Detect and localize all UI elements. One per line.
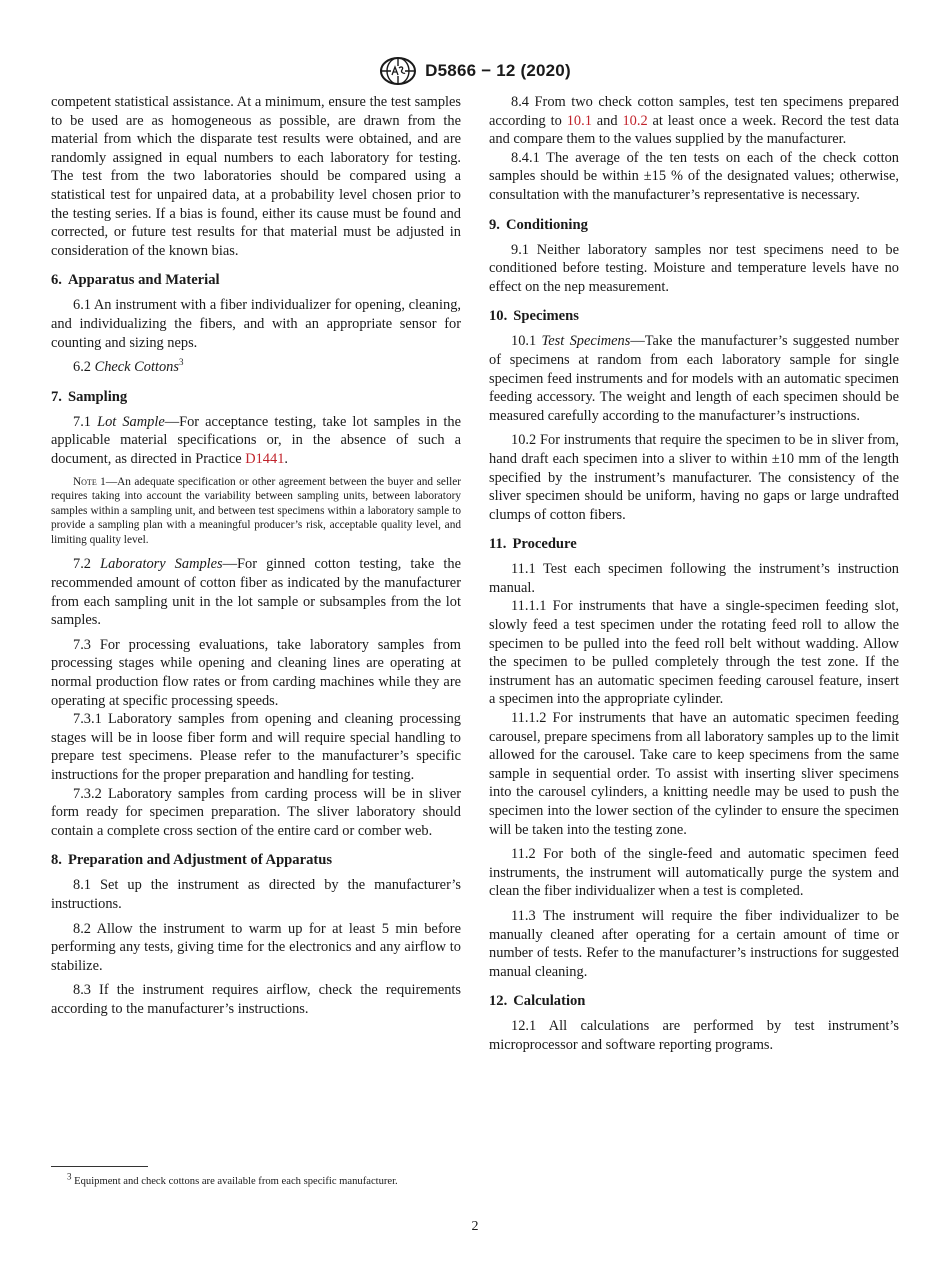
section-10-heading: 10. Specimens (489, 308, 579, 325)
paragraph-10-2: 10.2 For instruments that require the specimen to be in sliver from, hand draft each specimen into a sliver to within ±10 mm of the length specified by the instrument’s manufacturer. The consistency of the sliver specimen should be uniform, having no gaps or large undrafted clumps of cotton fibers. (489, 432, 899, 523)
astm-logo-icon (379, 56, 417, 86)
paragraph-11-2: 11.2 For both of the single-feed and automatic specimen feed instruments, the instrument will automatically purge the system and clean the fiber individualizer when a test is completed. (489, 846, 899, 900)
paragraph-8-2: 8.2 Allow the instrument to warm up for at least 5 min before performing any tests, giving time for the electronics and any airflow to stabilize. (51, 920, 461, 974)
paragraph-10-1: 10.1 Test Specimens—Take the manufacturer’s suggested number of specimens at random from each laboratory sample for single specimen feed instruments and for models with an automatic specimen feeding accessory. The weight and length of each specimen should be measured carefully according to the manufacturer’s instructions. (489, 333, 899, 424)
note-1: Note 1—An adequate specification or other agreement between the buyer and seller requires taking into account the variability between sampling units, between laboratory samples within a sampling unit, and between test specimens within a laboratory sample to provide a sampling plan with a meaningful producer’s risk, acceptable quality level, and limiting quality level. (51, 475, 462, 546)
paragraph-6-1: 6.1 An instrument with a fiber individualizer for opening, cleaning, and individualizing the fibers, and with an appropriate sensor for counting and sizing neps. (51, 297, 461, 351)
paragraph-11-3: 11.3 The instrument will require the fiber individualizer to be manually cleaned after operating for a certain amount of time or number of tests. Refer to the manufacturer’s instructions for suggested manual cleaning. (489, 907, 899, 980)
paragraph-11-1: 11.1 Test each specimen following the instrument’s instruction manual. (489, 561, 899, 596)
right-column (489, 93, 899, 1055)
paragraph-8-4-1: 8.4.1 The average of the ten tests on each of the check cotton samples should be within ±15 % of the designated values; otherwise, consultation with the manufacturer’s representative is necessary. (489, 149, 899, 203)
paragraph-9-1: 9.1 Neither laboratory samples nor test specimens need to be conditioned before testing. Moisture and temperature levels have no effect on the nep measurement. (489, 241, 899, 295)
paragraph-7-3-2: 7.3.2 Laboratory samples from carding process will be in sliver form ready for specimen preparation. The sliver laboratory should contain a complete cross section of the entire card or comber web. (51, 785, 461, 839)
paragraph-7-2: 7.2 Laboratory Samples—For ginned cotton testing, take the recommended amount of cotton fiber as indicated by the manufacturer from each sampling unit in the lot sample or subsamples from the lot samples. (51, 556, 461, 629)
paragraph-7-3-1: 7.3.1 Laboratory samples from opening and cleaning processing stages will be in loose fiber form and will require special handling to prepare test specimens. Please refer to the manufacturer’s specific instructions for the proper preparation and handling for testing. (51, 711, 461, 783)
paragraph-11-1-2: 11.1.2 For instruments that have an automatic specimen feeding carousel, prepare specimens from all laboratory samples up to the limit allowed for the carousel. Take care to keep specimens from the same sample in sequential order. To assist with inserting sliver specimens into the carousel cylinders, a knitting needle may be used to push the specimen into the lower section of the cylinder to ensure the specimen will be taken into the testing zone. (489, 710, 899, 838)
paragraph-12-1: 12.1 All calculations are performed by test instrument’s microprocessor and software reporting programs. (489, 1018, 899, 1053)
footnote-divider (51, 1166, 148, 1167)
paragraph-6-2: 6.2 Check Cottons$^3$ (73, 357, 184, 376)
reference-link-10-2[interactable]: 10.2 (622, 112, 648, 129)
page-header (0, 56, 950, 86)
section-8-heading: 8. Preparation and Adjustment of Apparatus (51, 852, 333, 869)
paragraph-7-3: 7.3 For processing evaluations, take laboratory samples from processing stages while opening and cleaning lines are operating at normal production flow rates or from carding machines while they are operating at specific processing speeds. (51, 636, 461, 709)
section-11-heading: 11. Procedure (489, 536, 577, 553)
page-number: 2 (471, 1219, 479, 1234)
paragraph-8-3: 8.3 If the instrument requires airflow, check the requirements according to the manufacturer’s instructions. (51, 982, 461, 1017)
paragraph-8-4: 8.4 From two check cotton samples, test ten specimens prepared according to 10.1 and 10.2 at least once a week. Record the test data and compare them to the values supplied by the manufacturer. (489, 94, 899, 148)
section-9-heading: 9. Conditioning (489, 216, 588, 233)
document-designation: D5866 − 12 (2020) (425, 61, 571, 80)
left-column (51, 93, 461, 1019)
paragraph-11-1-1: 11.1.1 For instruments that have a single-specimen feeding slot, slowly feed a test specimen under the rotating feed roll to allow the specimen to be pulled into the feed roll belt without wadding. Allow the specimen to be pulled completely through the test zone. If the instrument has an automatic specimen feeding carousel feature, insert a specimen into the appropriate cylinder. (489, 598, 899, 708)
footnote-3: $^3$ Equipment and check cottons are available from each specific manufacturer. (67, 1171, 398, 1187)
paragraph-7-1: 7.1 Lot Sample—For acceptance testing, take lot samples in the applicable material specifications or, in the absence of such a document, as directed in Practice D1441. (51, 413, 461, 467)
reference-link-d1441[interactable]: D1441 (245, 450, 285, 467)
section-7-heading: 7. Sampling (51, 388, 128, 405)
intro-paragraph: competent statistical assistance. At a minimum, ensure the test samples to be used are as homogeneous as possible, are drawn from the material from which the disparate test results were obtained, and are randomly assigned in equal numbers to each laboratory for testing. The test from the two laboratories should be compared using a statistical test for unpaired data, at a probability level chosen prior to the testing series. If a bias is found, either its cause must be found and corrected, or future test results for that material must be adjusted in consideration of the known bias. (51, 94, 461, 259)
section-12-heading: 12. Calculation (489, 993, 586, 1010)
paragraph-8-1: 8.1 Set up the instrument as directed by the manufacturer’s instructions. (51, 877, 461, 912)
reference-link-10-1[interactable]: 10.1 (566, 112, 592, 129)
footnote-ref-3[interactable]: 3 (178, 357, 184, 368)
section-6-heading: 6. Apparatus and Material (51, 272, 220, 289)
